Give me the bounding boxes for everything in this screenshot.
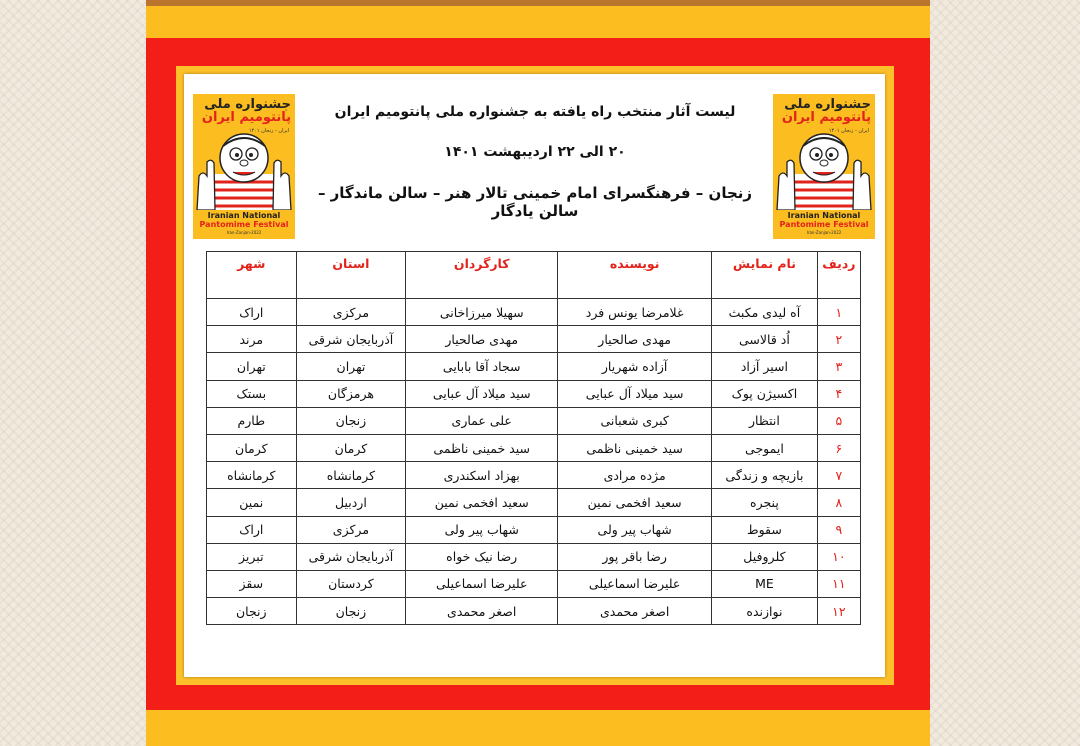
cell-num: ۳ [817,353,860,380]
cell-writer: رضا باقر پور [558,543,712,570]
festival-logo-right [773,94,875,239]
cell-num: ۸ [817,489,860,516]
cell-title: کلروفیل [712,543,818,570]
table-row [207,598,861,625]
cell-title: اکسیژن پوک [712,380,818,407]
cell-title: پنجره [712,489,818,516]
cell-director: علیرضا اسماعیلی [406,570,558,597]
cell-writer: مژده مرادی [558,462,712,489]
cell-city: کرمان [207,434,297,461]
logo-title-line1: جشنواره ملی [784,97,871,112]
header-writer: نویسنده [558,252,712,299]
header-title: نام نمایش [712,252,818,299]
logo-english-line2: Pantomime Festival [779,220,869,229]
cell-writer: اصغر محمدی [558,598,712,625]
cell-num: ۷ [817,462,860,489]
logo-subtitle: ایران - زنجان ۱۴۰۱ [248,128,289,134]
cell-province: زنجان [296,598,406,625]
mime-face-icon [195,132,293,210]
table-row [207,299,861,326]
cell-writer: کبری شعبانی [558,407,712,434]
cell-num: ۲ [817,326,860,353]
table-row [207,543,861,570]
cell-writer: سید میلاد آل عبایی [558,380,712,407]
cell-city: سقز [207,570,297,597]
cell-city: تبریز [207,543,297,570]
table-row [207,462,861,489]
header-director: کارگردان [406,252,558,299]
yellow-frame [176,66,894,685]
logo-english-line1: Iranian National [207,211,281,220]
cell-director: رضا نیک خواه [406,543,558,570]
cell-writer: شهاب پیر ولی [558,516,712,543]
cell-title: ایموجی [712,434,818,461]
cell-director: سهیلا میرزاخانی [406,299,558,326]
cell-num: ۵ [817,407,860,434]
table-row [207,353,861,380]
cell-province: آذربایجان شرقی [296,543,406,570]
logo-english-line1: Iranian National [787,211,861,220]
cell-writer: آزاده شهریار [558,353,712,380]
cell-num: ۱۲ [817,598,860,625]
cell-num: ۹ [817,516,860,543]
cell-city: اراک [207,516,297,543]
cell-city: مرند [207,326,297,353]
cell-city: زنجان [207,598,297,625]
cell-province: اردبیل [296,489,406,516]
cell-province: مرکزی [296,516,406,543]
cell-city: نمین [207,489,297,516]
cell-director: شهاب پیر ولی [406,516,558,543]
selection-list-sheet [184,74,885,677]
list-title: لیست آثار منتخب راه یافته به جشنواره ملی پانتومیم ایران [334,104,736,120]
cell-province: کرمان [296,434,406,461]
selected-works-table [206,251,861,625]
mime-face-icon [775,132,873,210]
table-row [207,489,861,516]
cell-director: سعید افخمی نمین [406,489,558,516]
table-row [207,434,861,461]
table-row [207,380,861,407]
cell-province: کردستان [296,570,406,597]
cell-city: تهران [207,353,297,380]
cell-title: نوازنده [712,598,818,625]
table-row [207,570,861,597]
cell-num: ۱ [817,299,860,326]
logo-title-line2: پانتومیم ایران [781,110,871,125]
cell-writer: سعید افخمی نمین [558,489,712,516]
logo-title-line2: پانتومیم ایران [201,110,291,125]
festival-logo-left [193,94,295,239]
cell-city: بستک [207,380,297,407]
cell-director: بهزاد اسکندری [406,462,558,489]
festival-dates: ۲۰ الی ۲۲ اردیبهشت ۱۴۰۱ [444,144,626,160]
logo-english-line3: Iran-Zanjan-2022 [226,230,262,235]
cell-title: اُد قالاسی [712,326,818,353]
table-row [207,326,861,353]
cell-province: کرمانشاه [296,462,406,489]
cell-writer: غلامرضا یونس فرد [558,299,712,326]
cell-province: مرکزی [296,299,406,326]
cell-title: انتظار [712,407,818,434]
cell-director: سید میلاد آل عبایی [406,380,558,407]
cell-director: علی عماری [406,407,558,434]
logo-english-line3: Iran-Zanjan-2022 [806,230,842,235]
header-city: شهر [207,252,297,299]
cell-writer: علیرضا اسماعیلی [558,570,712,597]
red-frame [146,38,930,710]
cell-title: آه لیدی مکبث [712,299,818,326]
cell-title: ME [712,570,818,597]
table-header-row [207,252,861,299]
cell-director: مهدی صالحیار [406,326,558,353]
logo-subtitle: ایران - زنجان ۱۴۰۱ [828,128,869,134]
table-row [207,516,861,543]
table-row [207,407,861,434]
logo-title-line1: جشنواره ملی [204,97,291,112]
cell-city: طارم [207,407,297,434]
festival-poster [146,0,930,746]
cell-writer: سید خمینی ناظمی [558,434,712,461]
cell-city: کرمانشاه [207,462,297,489]
header-num: ردیف [817,252,860,299]
cell-province: هرمزگان [296,380,406,407]
cell-city: اراک [207,299,297,326]
cell-province: زنجان [296,407,406,434]
left-background [0,0,146,746]
cell-num: ۴ [817,380,860,407]
cell-num: ۱۱ [817,570,860,597]
poster-top-border [146,0,930,6]
right-background [930,0,1080,746]
cell-num: ۱۰ [817,543,860,570]
cell-province: آذربایجان شرقی [296,326,406,353]
header-province: استان [296,252,406,299]
cell-title: اسیر آزاد [712,353,818,380]
festival-venues: زنجان – فرهنگسرای امام خمینی تالار هنر – سالن ماندگار – سالن یادگار [317,184,753,220]
cell-num: ۶ [817,434,860,461]
cell-title: سقوط [712,516,818,543]
logo-english-line2: Pantomime Festival [199,220,289,229]
cell-title: بازیچه و زندگی [712,462,818,489]
cell-director: سید خمینی ناظمی [406,434,558,461]
cell-director: سجاد آقا بابایی [406,353,558,380]
cell-province: تهران [296,353,406,380]
cell-director: اصغر محمدی [406,598,558,625]
cell-writer: مهدی صالحیار [558,326,712,353]
